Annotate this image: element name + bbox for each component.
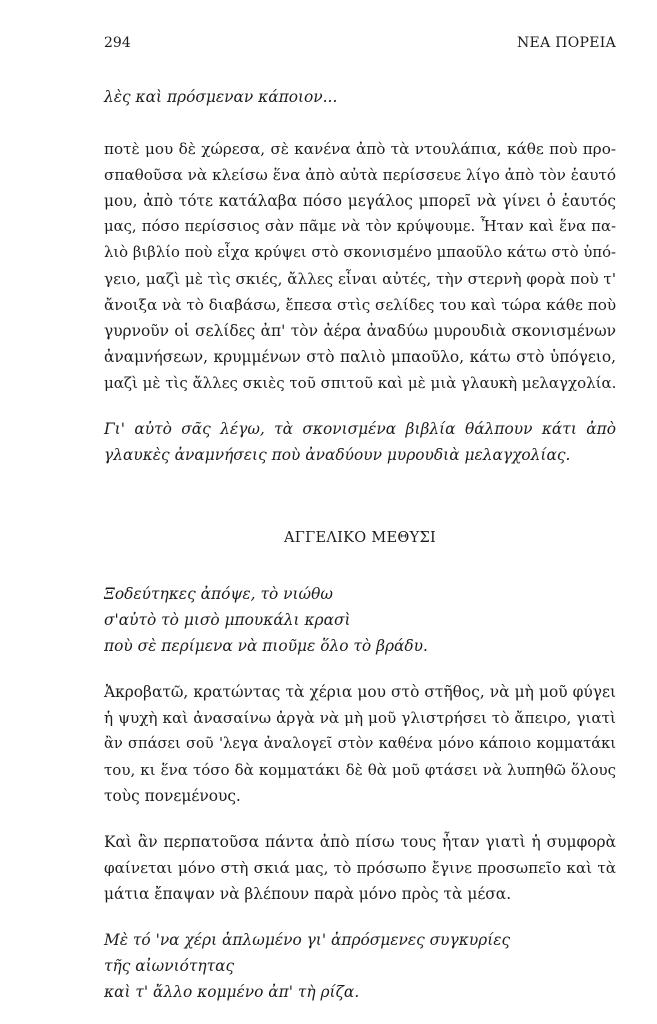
text-line: γειο, μαζὶ μὲ τὶς σκιές, ἄλλες εἶναι αὐτές, τὴν στερνὴ φορὰ ποὺ τ' (104, 270, 616, 288)
paragraph-1 (104, 136, 616, 396)
intro-line: λὲς καὶ πρόσμεναν κάποιον... (104, 88, 338, 106)
paragraph-3 (104, 829, 616, 907)
verse-line: καὶ τ' ἄλλο κομμένο ἀπ' τὴ ρίζα. (104, 983, 360, 1001)
text-line: Καὶ ἂν περπατοῦσα πάντα ἀπὸ πίσω τους ἦταν γιατὶ ἡ συμφορὰ (104, 833, 616, 851)
paragraph-2 (104, 679, 616, 809)
text-line: ἡ ψυχὴ καὶ ἀνασαίνω ἀργὰ νὰ μὴ μοῦ γλιστρήσει τὸ ἄπειρο, γιατὶ (104, 709, 616, 727)
text-line: του, κι ἕνα τόσο δὰ κομματάκι δὲ θὰ μοῦ φτάσει νὰ λυπηθῶ ὅλους (104, 761, 616, 779)
page-content (104, 84, 616, 1005)
text-line: ἄνοιξα νὰ τὸ διαβάσω, ἔπεσα στὶς σελίδες του καὶ τώρα κάθε ποὺ (104, 296, 617, 314)
verse-2 (104, 927, 616, 1005)
text-line: μαζὶ μὲ τὶς ἄλλες σκιὲς τοῦ σπιτοῦ καὶ μὲ μιὰ γλαυκὴ μελαγχολία. (104, 374, 617, 392)
text-line: γλαυκὲς ἀναμνήσεις ποὺ ἀναδύουν μυρουδιὰ μελαγχολίας. (104, 446, 571, 464)
text-line: σπαθοῦσα νὰ κλείσω ἕνα ἀπὸ αὐτὰ περίσσευε λίγο ἀπὸ τὸν ἑαυτό (104, 166, 616, 184)
text-line: Γι' αὐτὸ σᾶς λέγω, τὰ σκονισμένα βιβλία θάλπουν κάτι ἀπὸ (104, 420, 616, 438)
text-line: λιὸ βιβλίο ποὺ εἶχα κρύψει στὸ σκονισμένο μπαοῦλο κάτω στὸ ὑπό- (104, 244, 616, 261)
text-line: ποτὲ μου δὲ χώρεσα, σὲ κανένα ἀπὸ τὰ ντουλάπια, κάθε ποὺ προ- (104, 140, 616, 158)
verse-line: Μὲ τό 'να χέρι ἁπλωμένο γι' ἀπρόσμενες συγκυρίες (104, 931, 511, 949)
verse-1 (104, 581, 616, 659)
text-line: φαίνεται μόνο στὴ σκιά μας, τὸ πρόσωπο ἔγινε προσωπεῖο καὶ τὰ (104, 859, 616, 877)
page-number: 294 (104, 35, 131, 51)
page-header (104, 33, 616, 53)
running-head: ΝΕΑ ΠΟΡΕΙΑ (517, 35, 616, 51)
text-line: ἀναμνήσεων, κρυμμένων στὸ παλιὸ μπαοῦλο, κάτω στὸ ὑπόγειο, (104, 348, 616, 366)
verse-line: σ'αὐτὸ τὸ μισὸ μπουκάλι κρασὶ (104, 611, 351, 629)
verse-line: τῆς αἰωνιότητας (104, 957, 235, 975)
text-line: μου, ἀπὸ τότε κατάλαβα πόσο μεγάλος μπορεῖ νὰ γίνει ὁ ἑαυτός (104, 192, 616, 210)
text-line: μας, πόσο περίσσιος σὰν πᾶμε νὰ τὸν κρύψουμε. Ἦταν καὶ ἕνα πα- (104, 218, 616, 235)
verse-line: ποὺ σὲ περίμενα νὰ πιοῦμε ὅλο τὸ βράδυ. (104, 637, 428, 655)
text-line: μάτια ἔπαψαν νὰ βλέπουν παρὰ μόνο πρὸς τὰ μέσα. (104, 885, 512, 903)
text-line: τοὺς πονεμένους. (104, 787, 241, 805)
text-line: ἂν σπάσει σοῦ 'λεγα ἀναλογεῖ στὸν καθένα μόνο κάποιο κομματάκι (104, 735, 616, 752)
text-line: γυρνοῦν οἱ σελίδες ἀπ' τὸν ἀέρα ἀναδύω μυρουδιὰ σκονισμένων (104, 322, 616, 340)
closing-italic-paragraph (104, 416, 616, 468)
verse-line: Ξοδεύτηκες ἀπόψε, τὸ νιώθω (104, 585, 333, 603)
section-title: ΑΓΓΕΛΙΚΟ ΜΕΘΥΣΙ (283, 530, 437, 546)
text-line: Ἀκροβατῶ, κρατώντας τὰ χέρια μου στὸ στῆθος, νὰ μὴ μοῦ φύγει (104, 683, 616, 701)
